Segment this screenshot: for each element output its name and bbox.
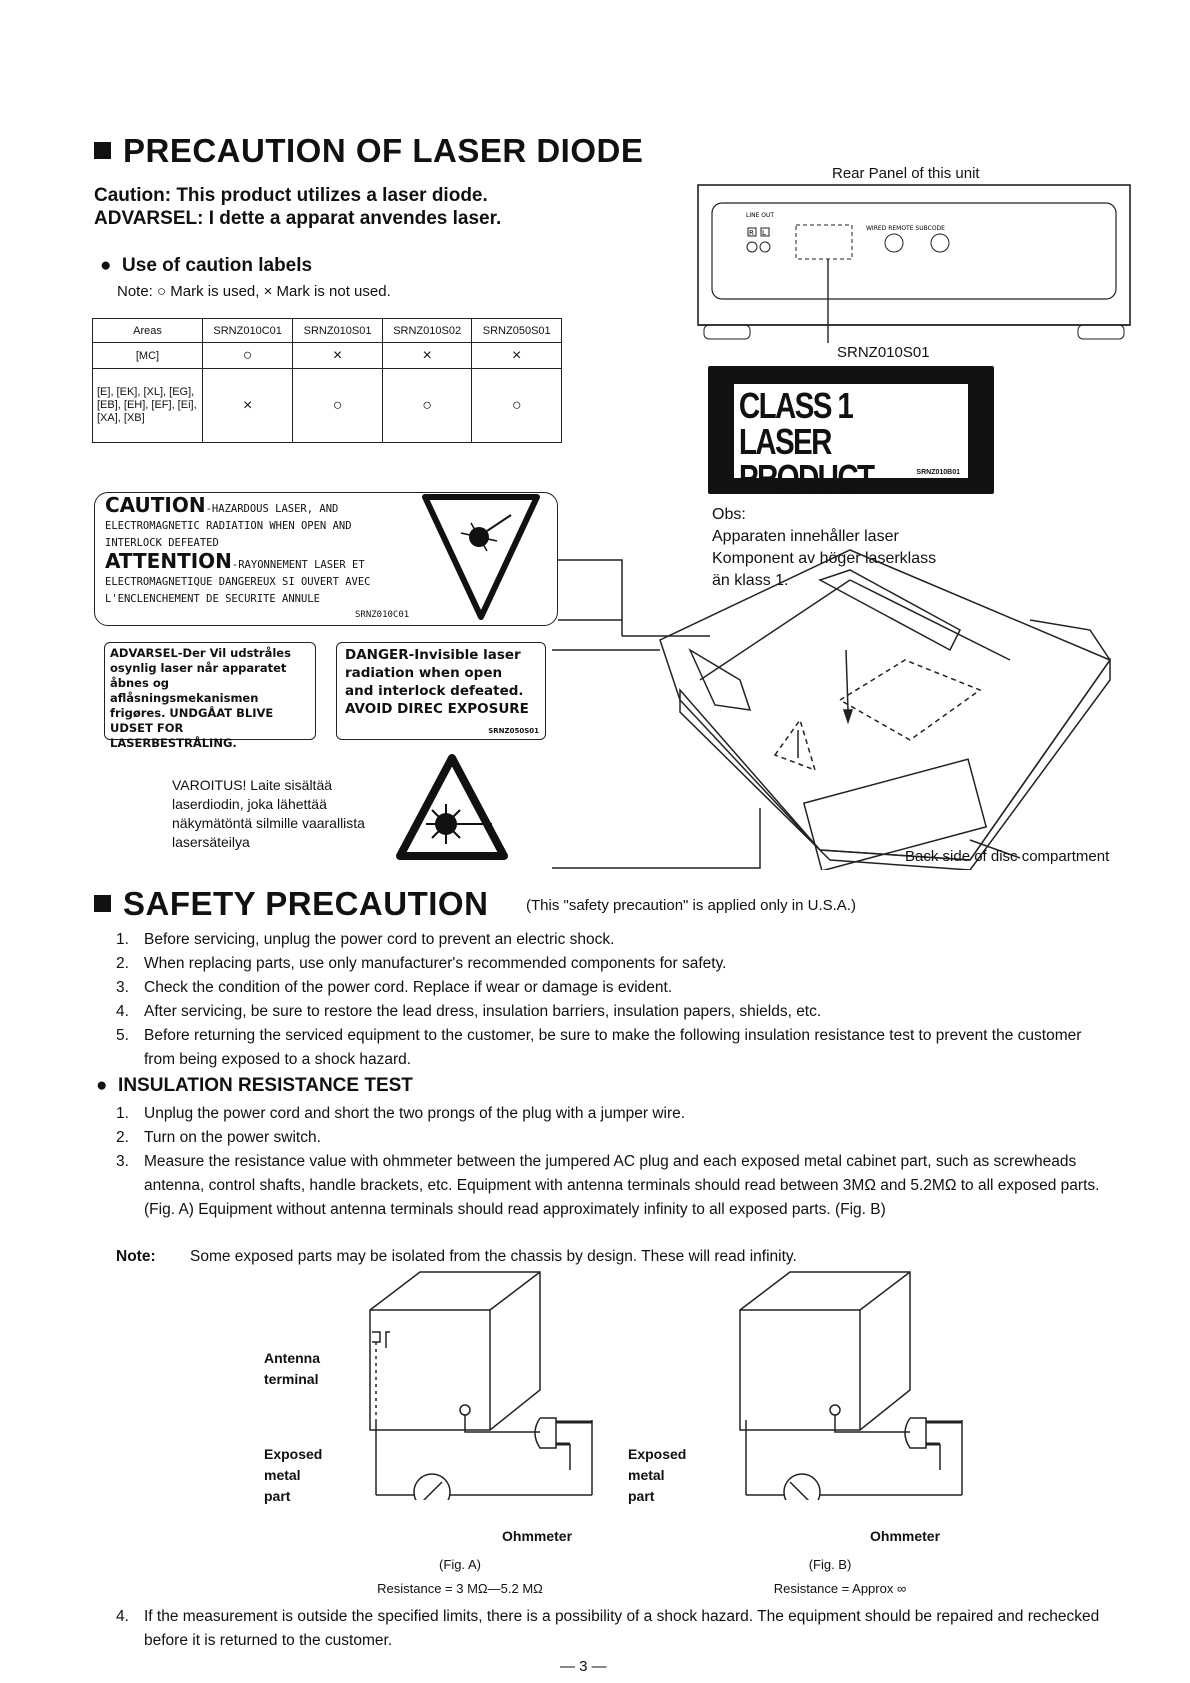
class1-code: SRNZ010B01 [916,469,960,476]
fig-a-resistance: Resistance = 3 MΩ—5.2 MΩ [377,1581,543,1596]
varoitus-text: VAROITUS! Laite sisältää laserdiodin, joka lähettää näkymätöntä silmille vaarallista lasersäteilya [172,777,365,850]
fig-b-resistance: Resistance = Approx ∞ [773,1581,907,1596]
list-item: 1. Before servicing, unplug the power cord to prevent an electric shock. [116,931,615,948]
laser-product-text: LASER PRODUCT [738,421,874,498]
page-number: — 3 — [560,1658,607,1675]
danger-label [336,642,546,740]
list-item: 2. Turn on the power switch. [116,1129,321,1146]
obs-line: Obs: [712,506,746,523]
caution-heading: CAUTION [105,493,206,517]
advarsel-line: ADVARSEL: I dette a apparat anvendes laser. [94,208,502,229]
rear-panel-caption: Rear Panel of this unit [832,165,980,182]
table-row [93,369,562,443]
rear-r-label: R [749,229,754,237]
fig-a-drawing [330,1270,600,1500]
list-item: 4. If the measurement is outside the specified limits, there is a possibility of a shock hazard. The equipment should be repaired and rechecked before it is returned to the customer. [116,1608,1100,1649]
fig-b-ohmmeter-label: Ohmmeter [870,1528,941,1544]
table-cell: × [472,343,562,369]
caution-labels-table [92,318,562,443]
table-header-row [93,319,562,343]
rear-label-code: SRNZ010S01 [837,344,930,361]
table-header-cell: SRNZ010S01 [293,319,383,343]
table-cell-area: [E], [EK], [XL], [EG], [EB], [EH], [EF], [Ei], [XA], [XB] [93,369,203,443]
table-header-cell: SRNZ010S02 [382,319,472,343]
list-item: 2. When replacing parts, use only manufacturer's recommended components for safety. [116,955,727,972]
obs-line: än klass 1. [712,572,789,589]
table-header-cell: SRNZ050S01 [472,319,562,343]
insulation-steps-list [116,1102,1116,1222]
disc-compartment-drawing [550,540,1150,870]
table-cell: × [203,369,293,443]
rear-wired-label: WIRED REMOTE SUBCODE [866,225,945,232]
square-bullet-icon [94,895,111,912]
use-labels-note: Note: ○ Mark is used, × Mark is not used. [117,283,391,300]
table-cell: ○ [293,369,383,443]
safety-steps-list [116,928,1116,1072]
table-header-cell: SRNZ010C01 [203,319,293,343]
danger-code: SRNZ050S01 [488,727,539,735]
table-cell-area: [MC] [93,343,203,369]
rear-line-out-label: LINE OUT [746,212,775,219]
table-row [93,343,562,369]
table-cell: ○ [203,343,293,369]
caution-line: Caution: This product utilizes a laser diode. [94,185,488,206]
fig-a-antenna-label: Antenna terminal [264,1350,320,1387]
fig-a-caption: (Fig. A) [439,1557,481,1572]
back-side-caption: Back side of disc compartment [905,848,1110,865]
note-text: Some exposed parts may be isolated from the chassis by design. These will read infinity. [190,1248,797,1265]
list-item: 4. After servicing, be sure to restore the lead dress, insulation barriers, insulation papers, shields, etc. [116,1003,822,1020]
list-item: 3. Measure the resistance value with ohmmeter between the jumpered AC plug and each exposed metal cabinet part, such as screwheads antenna, control shafts, handle brackets, etc. Equipment with antenna terminals should read between 3MΩ and 5.2MΩ to all exposed parts. (Fig. A) Equipment without antenna terminals should read approximately infinity to all exposed parts. (Fig. B) [116,1153,1100,1218]
square-bullet-icon [94,142,111,159]
list-item: 1. Unplug the power cord and short the two prongs of the plug with a jumper wire. [116,1105,686,1122]
table-cell: × [293,343,383,369]
rear-l-label: L [762,229,766,237]
laser-hazard-icon [396,752,508,862]
class1-text: CLASS 1 [738,385,853,426]
caution-text: -HAZARDOUS LASER, AND ELECTROMAGNETIC RADIATION WHEN OPEN AND INTERLOCK DEFEATED [105,503,352,549]
table-cell: ○ [472,369,562,443]
fig-a-ohmmeter-label: Ohmmeter [502,1528,573,1544]
fig-a-exposed-label: Exposed metal part [264,1446,323,1504]
list-item: 5. Before returning the serviced equipment to the customer, be sure to make the following insulation resistance test to prevent the customer from being exposed to a shock hazard. [116,1027,1082,1068]
insulation-note [116,1248,797,1266]
obs-line: Komponent av höger laserklass [712,550,937,567]
fig-b-caption: (Fig. B) [808,1557,852,1572]
insulation-heading: ● INSULATION RESISTANCE TEST [96,1075,413,1096]
use-labels-heading: ● Use of caution labels [100,255,313,276]
table-cell: ○ [382,369,472,443]
fig-b-exposed-label: Exposed metal part [628,1446,687,1504]
obs-line: Apparaten innehåller laser [712,528,899,545]
safety-section-title: SAFETY PRECAUTION [94,885,488,923]
fig-b-drawing [700,1270,970,1500]
class1-label [708,366,994,498]
final-step-list [116,1605,1116,1653]
attention-heading: ATTENTION [105,549,232,573]
rear-panel-drawing [690,183,1140,353]
caution-label [94,492,558,626]
laser-warning-triangle-icon [421,493,541,621]
table-cell: × [382,343,472,369]
bullet-icon: ● [100,255,112,276]
laser-section-title: PRECAUTION OF LASER DIODE [94,132,643,170]
safety-note: (This "safety precaution" is applied only in U.S.A.) [526,897,856,914]
advarsel-label: ADVARSEL-Der Vil udstråles osynlig laser når apparatet åbnes og aflåsningsmekanismen frigøres. UNDGÅAT BLIVE UDSET FOR LASERBESTRÅLING. [104,642,316,740]
caution-code: SRNZ010C01 [355,610,410,620]
note-label: Note: [116,1248,156,1265]
attention-text: -RAYONNEMENT LASER ET ELECTROMAGNETIQUE DANGEREUX SI OUVERT AVEC L'ENCLENCHEMENT DE SECURITE ANNULE [105,559,371,605]
danger-text: DANGER-Invisible laser radiation when open and interlock defeated. AVOID DIREC EXPOSURE [345,647,529,717]
bullet-icon: ● [96,1075,108,1096]
table-header-cell: Areas [93,319,203,343]
list-item: 3. Check the condition of the power cord. Replace if wear or damage is evident. [116,979,673,996]
